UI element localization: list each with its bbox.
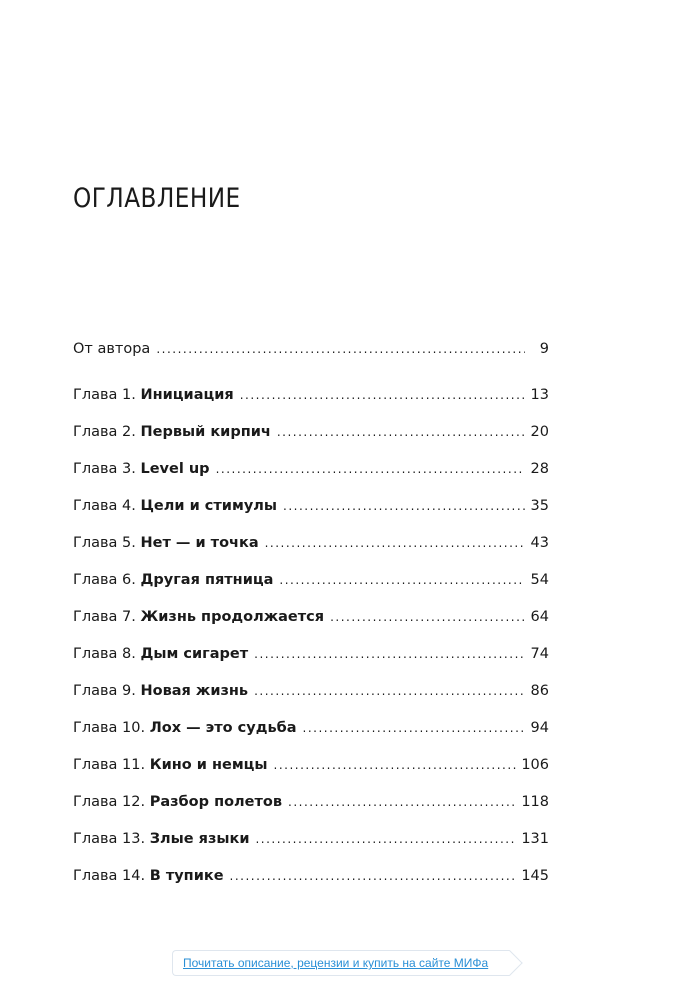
- toc-chapter-title: Разбор полетов: [149, 794, 283, 810]
- toc-page-number: 86: [530, 683, 549, 699]
- toc-entry-chapter-10: [73, 720, 549, 757]
- buy-on-site-link[interactable]: [172, 950, 510, 976]
- toc-page-number: 94: [530, 720, 549, 736]
- toc-leader-dots: [330, 610, 525, 624]
- toc-entry-label: [73, 757, 268, 773]
- toc-page-number: 64: [530, 609, 549, 625]
- toc-chapter-prefix: Глава 11.: [73, 757, 150, 773]
- toc-page-number: 13: [530, 387, 549, 403]
- toc-chapter-prefix: Глава 1.: [73, 387, 141, 403]
- toc-entry-label: [73, 868, 224, 884]
- toc-leader-dots: [240, 388, 525, 402]
- toc-entry-chapter-5: [73, 535, 549, 572]
- toc-chapter-prefix: Глава 3.: [73, 461, 141, 477]
- toc-leader-dots: [254, 647, 525, 661]
- toc-page-number: 74: [530, 646, 549, 662]
- toc-chapter-title: Кино и немцы: [149, 757, 268, 773]
- toc-chapter-title: Level up: [140, 461, 210, 477]
- toc-chapter-prefix: Глава 5.: [73, 535, 141, 551]
- toc-page-number: 118: [521, 794, 549, 810]
- toc-entry-chapter-12: [73, 794, 549, 831]
- toc-entry-label: [73, 646, 248, 662]
- toc-leader-dots: [265, 536, 525, 550]
- toc-chapter-prefix: Глава 4.: [73, 498, 141, 514]
- toc-page-number: 43: [530, 535, 549, 551]
- toc-page-number: 9: [539, 341, 549, 357]
- page-title: ОГЛАВЛЕНИЕ: [73, 183, 241, 214]
- toc-page-number: 131: [521, 831, 549, 847]
- toc-page-number: 20: [530, 424, 549, 440]
- toc-leader-dots: [255, 832, 517, 846]
- toc-entry-author: [73, 341, 549, 387]
- toc-chapter-title: Жизнь продолжается: [140, 609, 325, 625]
- toc-entry-label: [73, 535, 259, 551]
- toc-entry-chapter-8: [73, 646, 549, 683]
- toc-chapter-prefix: Глава 2.: [73, 424, 141, 440]
- toc-entry-chapter-4: [73, 498, 549, 535]
- toc-chapter-prefix: Глава 14.: [73, 868, 150, 884]
- toc-chapter-title: Дым сигарет: [140, 646, 249, 662]
- toc-leader-dots: [254, 684, 525, 698]
- toc-chapter-title: Инициация: [140, 387, 234, 403]
- toc-leader-dots: [283, 499, 525, 513]
- toc-leader-dots: [303, 721, 525, 735]
- toc-entry-label: [73, 720, 297, 736]
- toc-entry-label: [73, 609, 324, 625]
- toc-entry-label: [73, 831, 249, 847]
- toc-page-number: 106: [521, 757, 549, 773]
- toc-entry-label: [73, 683, 248, 699]
- toc-chapter-title: Цели и стимулы: [140, 498, 278, 514]
- toc-chapter-title: Злые языки: [149, 831, 250, 847]
- toc-entry-chapter-7: [73, 609, 549, 646]
- toc-entry-chapter-1: [73, 387, 549, 424]
- toc-entry-chapter-11: [73, 757, 549, 794]
- toc-entry-label: [73, 498, 277, 514]
- toc-chapter-title: Другая пятница: [140, 572, 274, 588]
- toc-chapter-title: В тупике: [149, 868, 224, 884]
- toc-entry-label: [73, 424, 271, 440]
- toc-leader-dots: [274, 758, 518, 772]
- toc-entry-chapter-9: [73, 683, 549, 720]
- toc-entry-label: [73, 387, 234, 403]
- toc-entry-chapter-6: [73, 572, 549, 609]
- toc-chapter-prefix: Глава 12.: [73, 794, 150, 810]
- toc-page-number: 145: [521, 868, 549, 884]
- toc-leader-dots: [156, 342, 525, 356]
- toc-chapter-prefix: Глава 13.: [73, 831, 150, 847]
- toc-leader-dots: [230, 869, 518, 883]
- toc-entry-title: От автора: [73, 341, 151, 357]
- toc-chapter-prefix: Глава 6.: [73, 572, 141, 588]
- toc-chapter-title: Лох — это судьба: [149, 720, 297, 736]
- toc-chapter-title: Новая жизнь: [140, 683, 249, 699]
- table-of-contents: [73, 341, 549, 905]
- toc-entry-chapter-2: [73, 424, 549, 461]
- toc-leader-dots: [216, 462, 525, 476]
- toc-entry-label: [73, 341, 150, 357]
- arrow-tab-icon: [497, 950, 522, 975]
- toc-entry-label: [73, 572, 273, 588]
- toc-entry-chapter-3: [73, 461, 549, 498]
- toc-entry-chapter-14: [73, 868, 549, 905]
- toc-chapter-title: Нет — и точка: [140, 535, 259, 551]
- toc-chapter-prefix: Глава 8.: [73, 646, 141, 662]
- toc-leader-dots: [277, 425, 525, 439]
- toc-entry-label: [73, 794, 282, 810]
- toc-entry-chapter-13: [73, 831, 549, 868]
- toc-chapter-prefix: Глава 10.: [73, 720, 150, 736]
- toc-entry-label: [73, 461, 210, 477]
- toc-leader-dots: [288, 795, 517, 809]
- toc-page-number: 54: [530, 572, 549, 588]
- toc-page-number: 28: [530, 461, 549, 477]
- toc-chapter-prefix: Глава 7.: [73, 609, 141, 625]
- toc-leader-dots: [279, 573, 525, 587]
- toc-page-number: 35: [530, 498, 549, 514]
- toc-chapter-prefix: Глава 9.: [73, 683, 141, 699]
- buy-on-site-link-label: Почитать описание, рецензии и купить на сайте МИФа: [183, 956, 489, 970]
- toc-chapter-title: Первый кирпич: [140, 424, 271, 440]
